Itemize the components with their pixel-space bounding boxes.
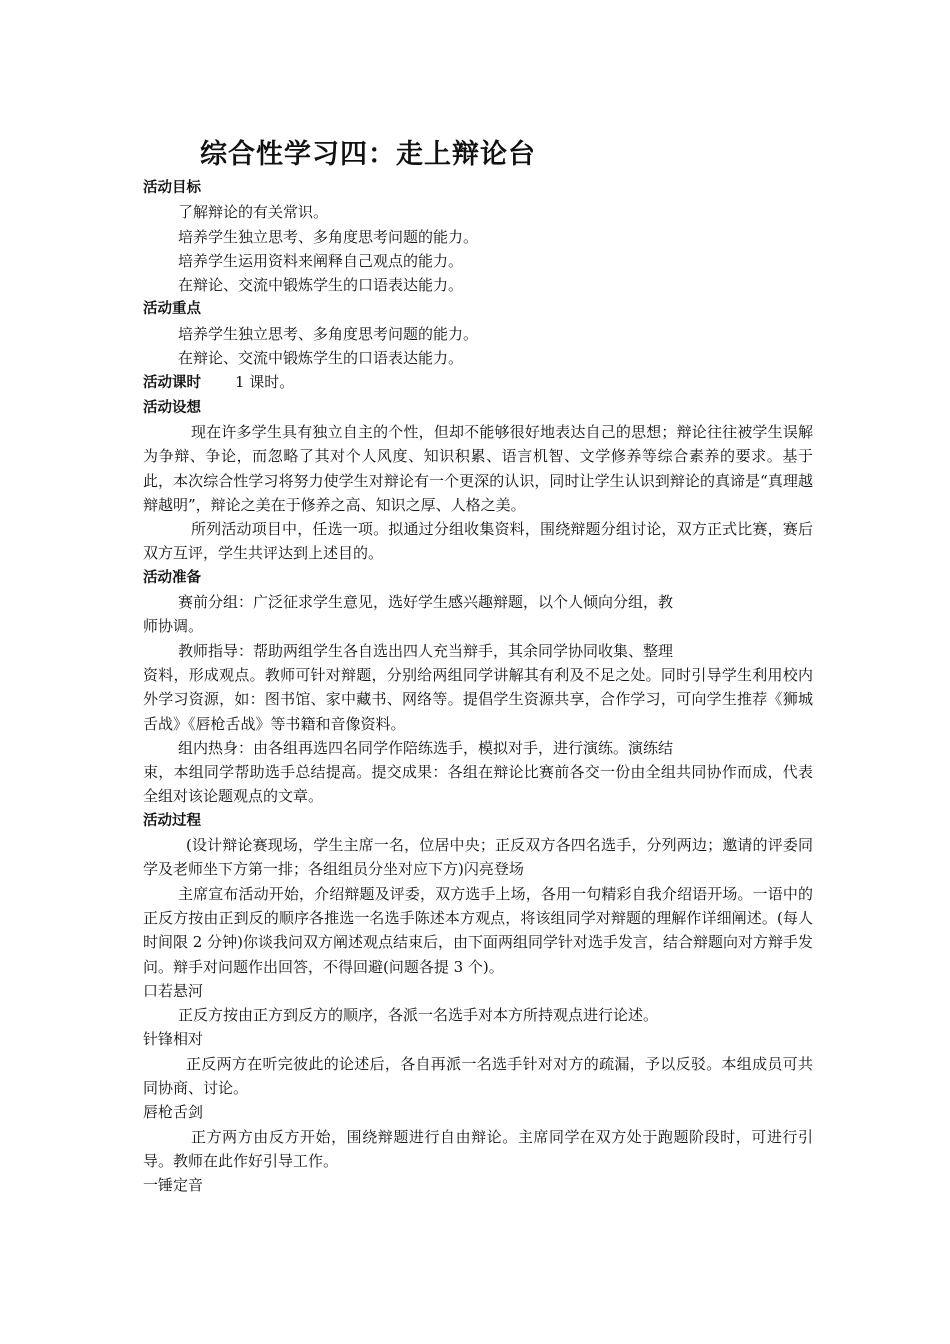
stage-text: 正反方按由正方到反方的顺序，各派一名选手对本方所持观点进行论述。 xyxy=(178,1006,659,1025)
stage-text: 正反两方在听完彼此的论述后，各自再派一名选手针对对方的疏漏，予以反驳。本组成员可共同协商、讨论。 xyxy=(143,1054,813,1097)
stage-title: 唇枪舌剑 xyxy=(143,1103,204,1122)
section-heading-process: 活动过程 xyxy=(143,812,201,829)
stage-title: 针锋相对 xyxy=(143,1030,204,1049)
process-setup: (设计辩论赛现场，学生主席一名，位居中央；正反双方各四名选手，分列两边；邀请的评委同学及老师坐下方第一排；各组组员分坐对应下方)闪亮登场 xyxy=(143,836,813,879)
hours-value: 1 课时。 xyxy=(235,373,295,392)
page-title: 综合性学习四：走上辩论台 xyxy=(200,139,536,170)
prep-paragraph: 束，本组同学帮助选手总结提高。提交成果：各组在辩论比赛前各交一份由全组共同协作而成，代表全组对该论题观点的文章。 xyxy=(143,763,813,806)
stage-title: 口若悬河 xyxy=(143,981,204,1000)
focus-item: 在辩论、交流中锻炼学生的口语表达能力。 xyxy=(178,349,464,368)
prep-line: 组内热身：由各组再选四名同学作陪练选手，模拟对手，进行演练。演练结 xyxy=(178,738,674,757)
section-heading-prep: 活动准备 xyxy=(143,569,201,586)
document-body xyxy=(143,176,813,1197)
section-heading-goals: 活动目标 xyxy=(143,180,201,196)
prep-paragraph: 资料，形成观点。教师可针对辩题，分别给两组同学讲解其有利及不足之处。同时引导学生利用校内外学习资源，如：图书馆、家中藏书、网络等。提倡学生资源共享，合作学习，可向学生推荐《狮城舌战》《唇枪舌战》等书籍和音像资料。 xyxy=(143,665,813,733)
goal-item: 培养学生独立思考、多角度思考问题的能力。 xyxy=(178,227,479,246)
prep-line: 教师指导：帮助两组学生各自选出四人充当辩手，其余同学协同收集、整理 xyxy=(178,641,674,660)
goal-item: 了解辩论的有关常识。 xyxy=(178,203,329,222)
prep-line: 赛前分组：广泛征求学生意见，选好学生感兴趣辩题，以个人倾向分组，教 xyxy=(178,593,674,612)
goal-item: 培养学生运用资料来阐释自己观点的能力。 xyxy=(178,251,464,270)
section-heading-focus: 活动重点 xyxy=(143,301,201,318)
prep-line: 师协调。 xyxy=(143,617,204,636)
concept-paragraph: 所列活动项目中，任选一项。拟通过分组收集资料，围绕辩题分组讨论，双方正式比赛，赛后双方互评，学生共评达到上述目的。 xyxy=(143,520,813,563)
process-opening: 主席宣布活动开始，介绍辩题及评委，双方选手上场，各用一句精彩自我介绍语开场。一语中的正反方按由正到反的顺序各推选一名选手陈述本方观点，将该组同学对辩题的理解作详细阐述。(每人时间限 2 分钟)你谈我问双方阐述观点结束后，由下面两组同学针对选手发言，结合辩题向对方辩手发问。辩手对问题作出回答，不得回避(问题各提 3 个)。 xyxy=(143,884,813,976)
goal-item: 在辩论、交流中锻炼学生的口语表达能力。 xyxy=(178,276,464,295)
stage-title: 一锤定音 xyxy=(143,1176,204,1195)
section-heading-hours: 活动课时 xyxy=(143,375,201,392)
hours-row xyxy=(143,370,813,395)
concept-paragraph: 现在许多学生具有独立自主的个性，但却不能够很好地表达自己的思想；辩论往往被学生误解为争辩、争论，而忽略了其对个人风度、知识积累、语言机智、文学修养等综合素养的要求。基于此，本次综合性学习将努力使学生对辩论有一个更深的认识，同时让学生认识到辩论的真谛是“真理越辩越明”，辩论之美在于修养之高、知识之厚、人格之美。 xyxy=(143,422,813,514)
stage-text: 正方两方由反方开始，围绕辩题进行自由辩论。主席同学在双方处于跑题阶段时，可进行引导。教师在此作好引导工作。 xyxy=(143,1127,813,1170)
section-heading-concept: 活动设想 xyxy=(143,399,201,416)
focus-item: 培养学生独立思考、多角度思考问题的能力。 xyxy=(178,324,479,343)
